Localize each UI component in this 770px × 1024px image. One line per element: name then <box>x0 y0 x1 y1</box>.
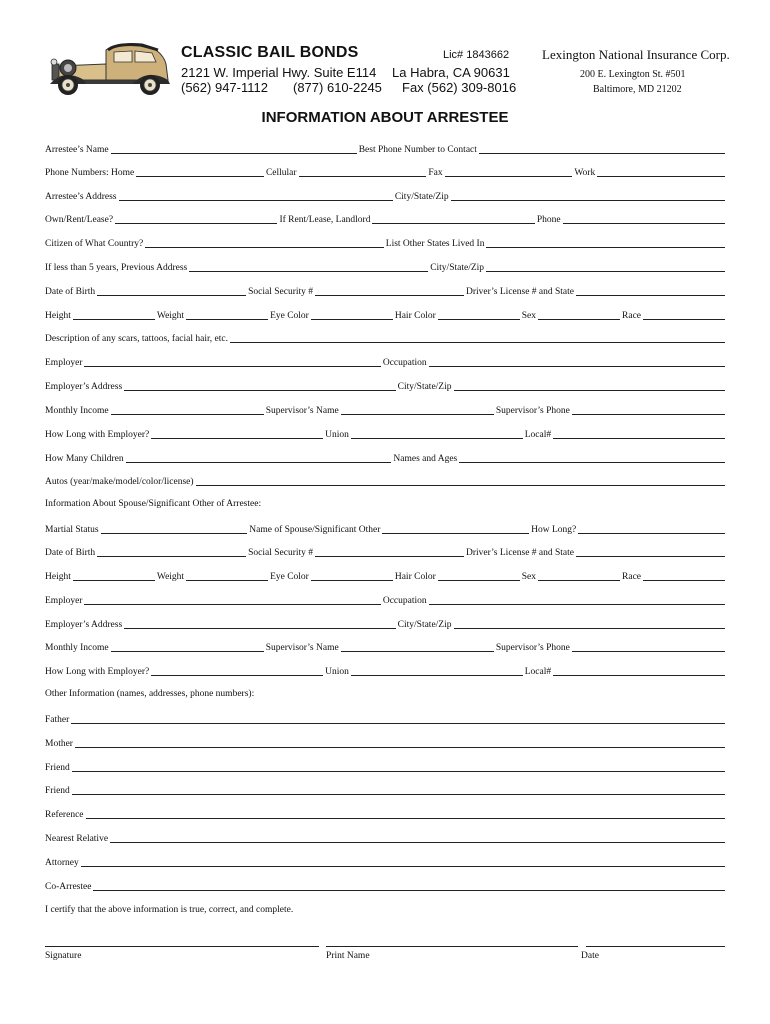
citizen-field-1[interactable] <box>145 247 384 248</box>
spouse-how-long-field-2[interactable] <box>351 675 523 676</box>
employer-address-label-1: Employer’s Address <box>45 382 123 392</box>
height-field-4[interactable] <box>438 319 520 320</box>
arrestee-address-field-2[interactable] <box>451 200 725 201</box>
nearest-relative-row <box>45 831 725 845</box>
citizen-field-2[interactable] <box>486 247 725 248</box>
children-label-1: How Many Children <box>45 454 124 464</box>
height-row <box>45 308 725 322</box>
form-title: INFORMATION ABOUT ARRESTEE <box>261 109 509 126</box>
how-long-field-2[interactable] <box>351 438 523 439</box>
children-field-2[interactable] <box>459 462 725 463</box>
height-label-5: Sex <box>521 311 537 321</box>
monthly-income-field-3[interactable] <box>572 414 725 415</box>
friend-2-field-1[interactable] <box>72 794 725 795</box>
dob-label-1: Date of Birth <box>45 287 96 297</box>
citizen-label-1: Citizen of What Country? <box>45 239 144 249</box>
monthly-income-field-1[interactable] <box>111 414 264 415</box>
spouse-monthly-income-label-2: Supervisor’s Name <box>265 643 339 653</box>
own-rent-row <box>45 212 725 226</box>
dob-label-3: Driver’s License # and State <box>466 287 574 297</box>
citizen-row <box>45 236 725 250</box>
phone-numbers-label-4: Work <box>574 168 596 178</box>
marital-status-row <box>45 522 725 536</box>
arrestee-address-field-1[interactable] <box>119 200 393 201</box>
how-long-label-2: Union <box>325 430 349 440</box>
spouse-height-label-1: Height <box>45 572 71 582</box>
spouse-dob-label-3: Driver’s License # and State <box>466 548 574 558</box>
spouse-monthly-income-label-3: Supervisor’s Phone <box>495 643 570 653</box>
license-number: Lic# 1843662 <box>443 49 510 61</box>
marital-status-field-2[interactable] <box>382 533 529 534</box>
spouse-height-field-5[interactable] <box>538 580 620 581</box>
height-field-5[interactable] <box>538 319 620 320</box>
spouse-height-row <box>45 569 725 583</box>
nearest-relative-field-1[interactable] <box>110 842 725 843</box>
employer-label-1: Employer <box>45 358 83 368</box>
spouse-how-long-field-3[interactable] <box>553 675 725 676</box>
spouse-height-field-3[interactable] <box>311 580 393 581</box>
father-row <box>45 712 725 726</box>
employer-field-1[interactable] <box>84 366 380 367</box>
spouse-how-long-label-3: Local# <box>524 667 552 677</box>
signature-label: Signature <box>45 951 82 961</box>
spouse-height-field-2[interactable] <box>186 580 268 581</box>
spouse-height-label-6: Race <box>622 572 642 582</box>
business-address: 2121 W. Imperial Hwy. Suite E114 <box>181 65 377 80</box>
employer-label-2: Occupation <box>382 358 427 368</box>
description-field-1[interactable] <box>230 342 725 343</box>
print-name-label: Print Name <box>326 951 370 961</box>
spouse-heading-text: Information About Spouse/Significant Other of Arrestee: <box>45 499 262 509</box>
spouse-dob-row <box>45 545 725 559</box>
friend-1-row <box>45 760 725 774</box>
spouse-employer-label-1: Employer <box>45 596 83 606</box>
business-city: La Habra, CA 90631 <box>392 65 510 80</box>
own-rent-field-2[interactable] <box>372 223 534 224</box>
arrestee-name-field-2[interactable] <box>479 153 725 154</box>
spouse-how-long-row <box>45 664 725 678</box>
spouse-employer-field-1[interactable] <box>84 604 380 605</box>
height-label-3: Eye Color <box>270 311 309 321</box>
spouse-monthly-income-label-1: Monthly Income <box>45 643 109 653</box>
employer-address-row <box>45 379 725 393</box>
father-label-1: Father <box>45 715 70 725</box>
own-rent-label-1: Own/Rent/Lease? <box>45 215 114 225</box>
employer-address-label-2: City/State/Zip <box>397 382 452 392</box>
monthly-income-label-3: Supervisor’s Phone <box>495 406 570 416</box>
spouse-how-long-label-1: How Long with Employer? <box>45 667 150 677</box>
spouse-height-label-3: Eye Color <box>270 572 309 582</box>
business-name: CLASSIC BAIL BONDS <box>181 44 359 61</box>
height-label-1: Height <box>45 311 71 321</box>
description-row <box>45 331 725 345</box>
phone-numbers-field-2[interactable] <box>299 176 427 177</box>
spouse-employer-row <box>45 593 725 607</box>
insurer-address-line-1: 200 E. Lexington St. #501 <box>580 69 686 80</box>
mother-field-1[interactable] <box>75 747 725 748</box>
phone-numbers-row <box>45 165 725 179</box>
arrestee-address-label-1: Arrestee’s Address <box>45 192 117 202</box>
phone-numbers-field-4[interactable] <box>597 176 725 177</box>
arrestee-address-row <box>45 189 725 203</box>
how-long-field-3[interactable] <box>553 438 725 439</box>
dob-row <box>45 284 725 298</box>
spouse-monthly-income-field-1[interactable] <box>111 651 264 652</box>
mother-label-1: Mother <box>45 739 73 749</box>
spouse-employer-address-field-2[interactable] <box>454 628 726 629</box>
spouse-how-long-field-1[interactable] <box>151 675 323 676</box>
monthly-income-field-2[interactable] <box>341 414 494 415</box>
dob-label-2: Social Security # <box>248 287 314 297</box>
father-field-1[interactable] <box>71 723 725 724</box>
reference-label-1: Reference <box>45 810 84 820</box>
height-field-3[interactable] <box>311 319 393 320</box>
spouse-employer-field-2[interactable] <box>429 604 725 605</box>
dob-field-3[interactable] <box>576 295 725 296</box>
height-field-2[interactable] <box>186 319 268 320</box>
own-rent-label-3: Phone <box>536 215 561 225</box>
previous-address-label-1: If less than 5 years, Previous Address <box>45 263 188 273</box>
phone-numbers-field-1[interactable] <box>136 176 264 177</box>
how-long-label-1: How Long with Employer? <box>45 430 150 440</box>
arrestee-address-label-2: City/State/Zip <box>394 192 449 202</box>
spouse-height-label-4: Hair Color <box>394 572 436 582</box>
attorney-label-1: Attorney <box>45 858 79 868</box>
previous-address-field-1[interactable] <box>189 271 428 272</box>
date-label: Date <box>581 951 599 961</box>
how-long-label-3: Local# <box>524 430 552 440</box>
spouse-dob-label-2: Social Security # <box>248 548 314 558</box>
height-label-6: Race <box>622 311 642 321</box>
previous-address-row <box>45 260 725 274</box>
attorney-field-1[interactable] <box>81 866 725 867</box>
spouse-employer-address-field-1[interactable] <box>124 628 396 629</box>
employer-field-2[interactable] <box>429 366 725 367</box>
reference-field-1[interactable] <box>86 818 726 819</box>
autos-label-1: Autos (year/make/model/color/license) <box>45 477 194 487</box>
marital-status-label-2: Name of Spouse/Significant Other <box>249 525 381 535</box>
arrestee-name-row <box>45 142 725 156</box>
friend-2-label-1: Friend <box>45 786 70 796</box>
co-arrestee-row <box>45 879 725 893</box>
signature-line[interactable] <box>45 946 319 947</box>
friend-2-row <box>45 783 725 797</box>
spouse-employer-label-2: Occupation <box>382 596 427 606</box>
height-label-2: Weight <box>156 311 185 321</box>
spouse-employer-address-row <box>45 617 725 631</box>
own-rent-label-2: If Rent/Lease, Landlord <box>279 215 371 225</box>
other-info-heading-text: Other Information (names, addresses, phone numbers): <box>45 689 255 699</box>
friend-1-field-1[interactable] <box>72 771 725 772</box>
friend-1-label-1: Friend <box>45 763 70 773</box>
phone-numbers-field-3[interactable] <box>445 176 573 177</box>
business-phone-2: (877) 610-2245 <box>293 80 382 95</box>
arrestee-name-field-1[interactable] <box>111 153 357 154</box>
own-rent-field-3[interactable] <box>563 223 725 224</box>
spouse-dob-field-3[interactable] <box>576 556 725 557</box>
how-long-field-1[interactable] <box>151 438 323 439</box>
how-long-row <box>45 427 725 441</box>
vintage-car-icon <box>44 40 174 96</box>
previous-address-label-2: City/State/Zip <box>430 263 485 273</box>
insurer-name: Lexington National Insurance Corp. <box>542 47 730 62</box>
phone-numbers-label-3: Fax <box>428 168 443 178</box>
employer-row <box>45 355 725 369</box>
phone-numbers-label-1: Phone Numbers: Home <box>45 168 135 178</box>
marital-status-field-1[interactable] <box>101 533 248 534</box>
co-arrestee-field-1[interactable] <box>93 890 725 891</box>
spouse-height-label-5: Sex <box>521 572 537 582</box>
co-arrestee-label-1: Co-Arrestee <box>45 882 92 892</box>
own-rent-field-1[interactable] <box>115 223 277 224</box>
date-line[interactable] <box>586 946 725 947</box>
mother-row <box>45 736 725 750</box>
insurer-address-line-2: Baltimore, MD 21202 <box>593 84 682 95</box>
citizen-label-2: List Other States Lived In <box>385 239 485 249</box>
spouse-monthly-income-field-3[interactable] <box>572 651 725 652</box>
marital-status-field-3[interactable] <box>578 533 725 534</box>
spouse-dob-label-1: Date of Birth <box>45 548 96 558</box>
reference-row <box>45 807 725 821</box>
height-field-1[interactable] <box>73 319 155 320</box>
attorney-row <box>45 855 725 869</box>
autos-row <box>45 474 725 488</box>
spouse-height-field-6[interactable] <box>643 580 725 581</box>
spouse-monthly-income-row <box>45 640 725 654</box>
nearest-relative-label-1: Nearest Relative <box>45 834 109 844</box>
dob-field-2[interactable] <box>315 295 464 296</box>
description-label-1: Description of any scars, tattoos, facial hair, etc. <box>45 334 228 344</box>
spouse-dob-field-1[interactable] <box>97 556 246 557</box>
monthly-income-label-2: Supervisor’s Name <box>265 406 339 416</box>
business-fax: Fax (562) 309-8016 <box>402 80 517 95</box>
marital-status-label-3: How Long? <box>531 525 577 535</box>
children-field-1[interactable] <box>126 462 392 463</box>
monthly-income-label-1: Monthly Income <box>45 406 109 416</box>
marital-status-label-1: Martial Status <box>45 525 99 535</box>
business-phone-1: (562) 947-1112 <box>181 80 268 95</box>
dob-field-1[interactable] <box>97 295 246 296</box>
height-field-6[interactable] <box>643 319 725 320</box>
spouse-height-label-2: Weight <box>156 572 185 582</box>
children-row <box>45 451 725 465</box>
phone-numbers-label-2: Cellular <box>265 168 297 178</box>
employer-address-field-1[interactable] <box>124 390 396 391</box>
monthly-income-row <box>45 403 725 417</box>
print-name-line[interactable] <box>326 946 578 947</box>
spouse-how-long-label-2: Union <box>325 667 349 677</box>
autos-field-1[interactable] <box>196 485 725 486</box>
employer-address-field-2[interactable] <box>454 390 726 391</box>
spouse-employer-address-label-2: City/State/Zip <box>397 620 452 630</box>
height-label-4: Hair Color <box>394 311 436 321</box>
spouse-monthly-income-field-2[interactable] <box>341 651 494 652</box>
children-label-2: Names and Ages <box>393 454 458 464</box>
spouse-height-field-1[interactable] <box>73 580 155 581</box>
arrestee-name-label-2: Best Phone Number to Contact <box>358 145 477 155</box>
certify-text: I certify that the above information is true, correct, and complete. <box>45 905 294 915</box>
spouse-height-field-4[interactable] <box>438 580 520 581</box>
spouse-employer-address-label-1: Employer’s Address <box>45 620 123 630</box>
previous-address-field-2[interactable] <box>486 271 725 272</box>
spouse-dob-field-2[interactable] <box>315 556 464 557</box>
arrestee-name-label-1: Arrestee’s Name <box>45 145 109 155</box>
